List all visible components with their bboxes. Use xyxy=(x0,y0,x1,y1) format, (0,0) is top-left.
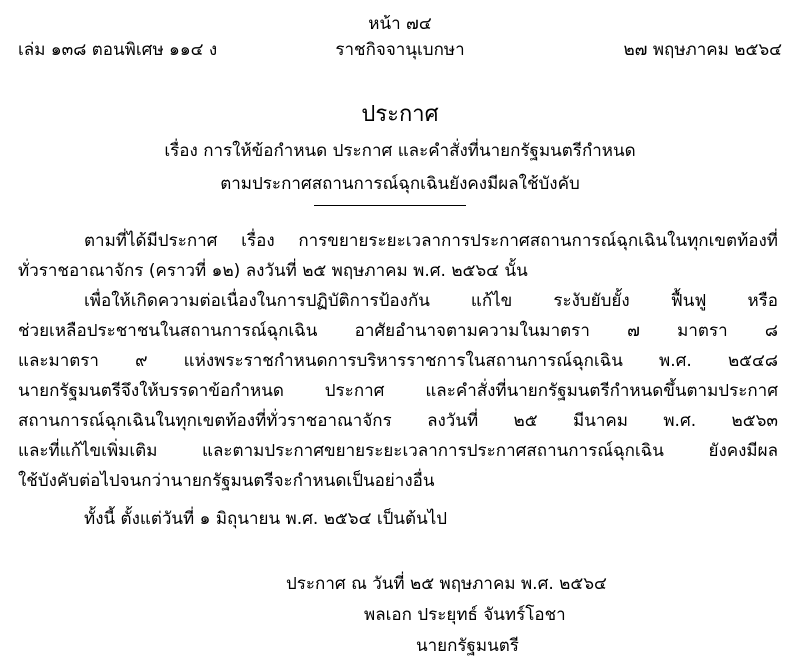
subject-line-1: เรื่อง การให้ข้อกำหนด ประกาศ และคำสั่งที่นายกรัฐมนตรีกำหนด xyxy=(164,141,636,161)
paragraph-line: ทั่วราชอาณาจักร (คราวที่ ๑๒) ลงวันที่ ๒๕ พฤษภาคม พ.ศ. ๒๕๖๔ นั้น xyxy=(18,261,528,281)
volume-issue: เล่ม ๑๓๘ ตอนพิเศษ ๑๑๔ ง xyxy=(18,40,218,60)
page-number: หน้า ๗๔ xyxy=(368,14,432,34)
paragraph-1 xyxy=(18,226,778,286)
paragraph-line: สถานการณ์ฉุกเฉินในทุกเขตท้องที่ทั่วราชอาณาจักร ลงวันที่ ๒๕ มีนาคม พ.ศ. ๒๕๖๓ xyxy=(18,411,778,431)
signer-name: พลเอก ประยุทธ์ จันทร์โอชา xyxy=(364,605,566,625)
paragraph-line: และที่แก้ไขเพิ่มเติม และตามประกาศขยายระยะเวลาการประกาศสถานการณ์ฉุกเฉิน ยังคงมีผล xyxy=(18,441,778,461)
paragraph-line: และมาตรา ๙ แห่งพระราชกำหนดการบริหารราชการในสถานการณ์ฉุกเฉิน พ.ศ. ๒๕๔๘ xyxy=(18,351,778,371)
paragraph-line: ใช้บังคับต่อไปจนกว่านายกรัฐมนตรีจะกำหนดเป็นอย่างอื่น xyxy=(18,471,435,491)
subject-line-2: ตามประกาศสถานการณ์ฉุกเฉินยังคงมีผลใช้บังคับ xyxy=(220,174,580,194)
gazette-name: ราชกิจจานุเบกษา xyxy=(335,40,465,60)
signer-position: นายกรัฐมนตรี xyxy=(416,636,519,656)
publication-date: ๒๗ พฤษภาคม ๒๕๖๔ xyxy=(623,40,782,60)
announcement-title: ประกาศ xyxy=(361,102,439,127)
paragraph-3 xyxy=(18,504,778,534)
paragraph-2 xyxy=(18,286,778,496)
paragraph-line: ตามที่ได้มีประกาศ เรื่อง การขยายระยะเวลาการประกาศสถานการณ์ฉุกเฉินในทุกเขตท้องที่ xyxy=(84,231,778,251)
paragraph-line: เพื่อให้เกิดความต่อเนื่องในการปฏิบัติการป้องกัน แก้ไข ระงับยับยั้ง ฟื้นฟู หรือ xyxy=(84,291,778,311)
paragraph-line: นายกรัฐมนตรีจึงให้บรรดาข้อกำหนด ประกาศ และคำสั่งที่นายกรัฐมนตรีกำหนดขึ้นตามประกาศ xyxy=(18,381,778,401)
paragraph-line: ช่วยเหลือประชาชนในสถานการณ์ฉุกเฉิน อาศัยอำนาจตามความในมาตรา ๗ มาตรา ๘ xyxy=(18,321,778,341)
title-divider xyxy=(314,205,466,206)
paragraph-line: ทั้งนี้ ตั้งแต่วันที่ ๑ มิถุนายน พ.ศ. ๒๕๖๔ เป็นต้นไป xyxy=(84,509,448,529)
signature-date: ประกาศ ณ วันที่ ๒๕ พฤษภาคม พ.ศ. ๒๕๖๔ xyxy=(286,574,607,594)
